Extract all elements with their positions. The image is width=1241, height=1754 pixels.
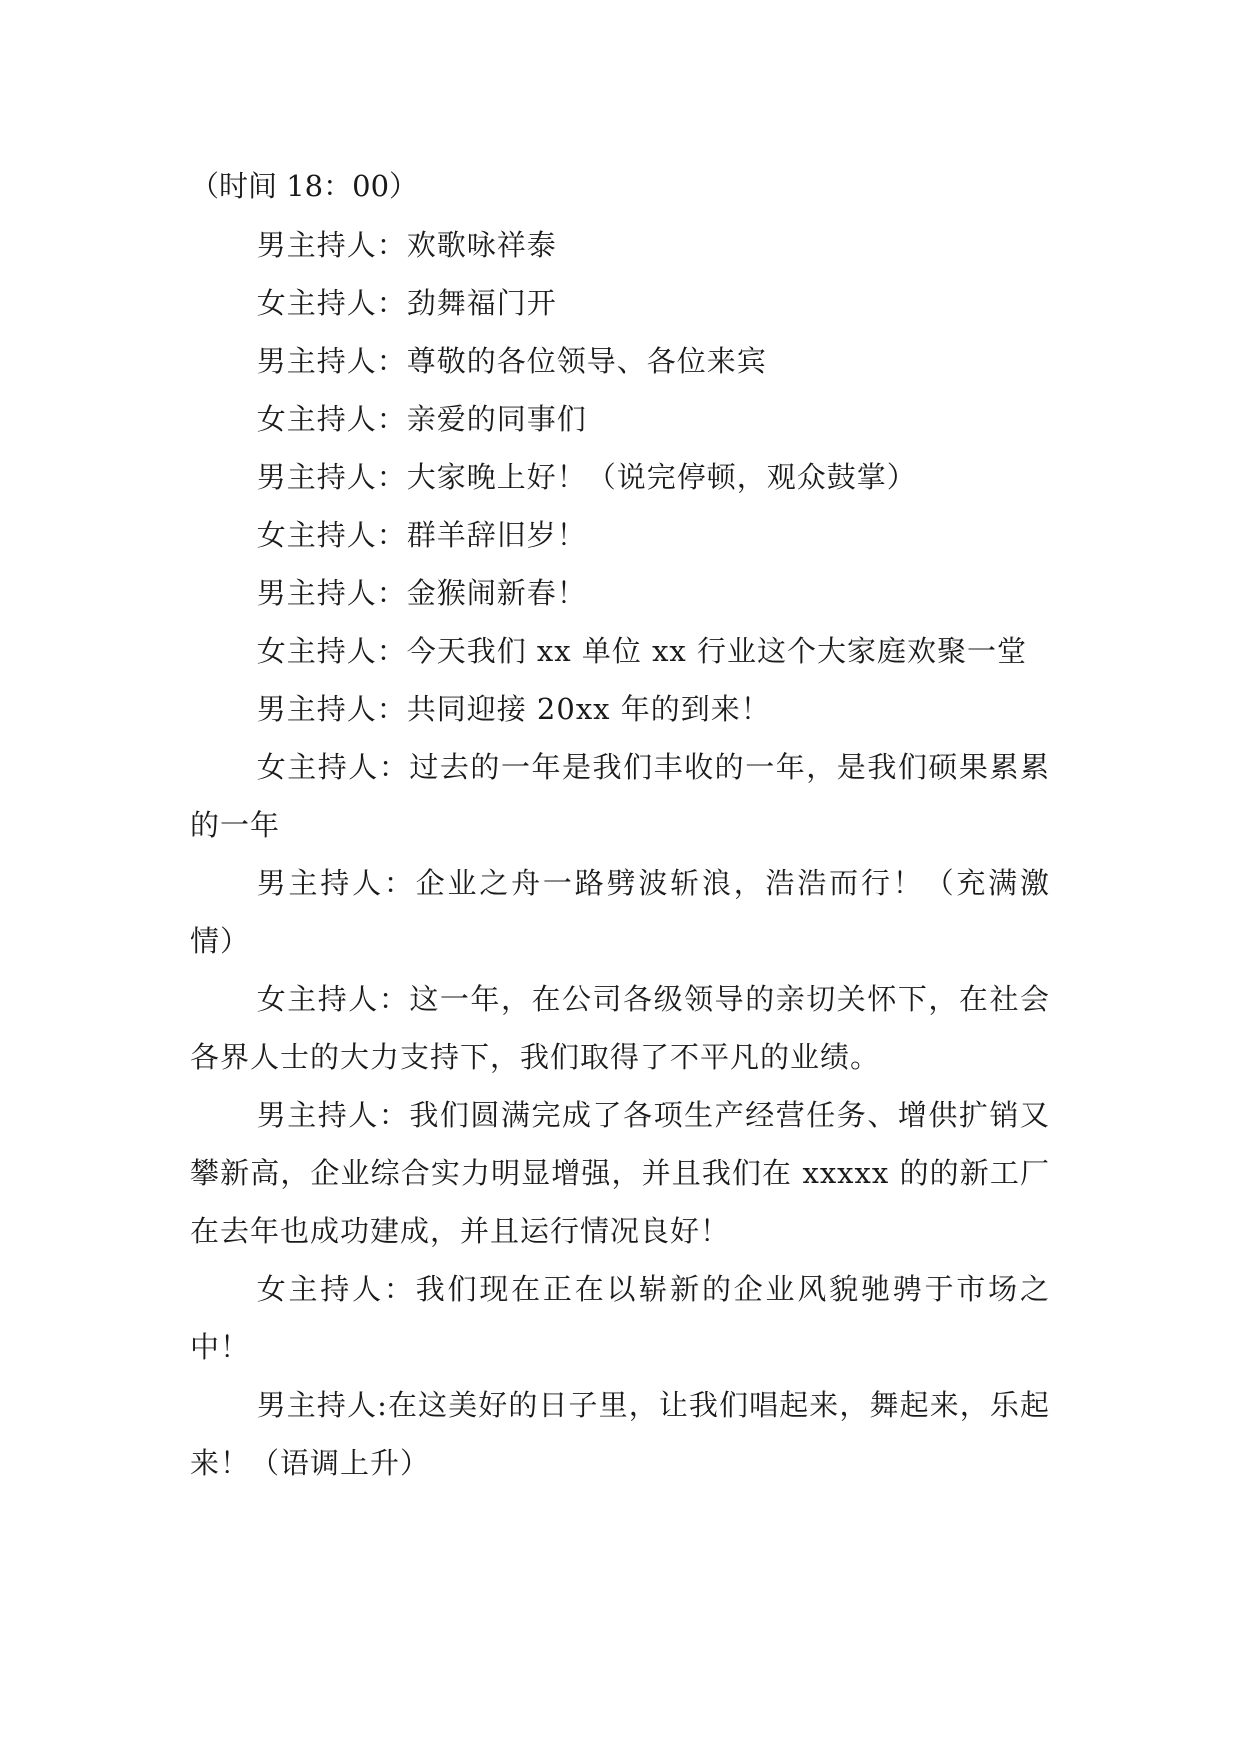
- dialogue-text: 过去的一年是我们丰收的一年，是我们硕果累累的一年: [190, 750, 1050, 842]
- dialogue-paragraph: [190, 738, 1050, 854]
- dialogue-text: 我们现在正在以崭新的企业风貌驰骋于市场之中！: [190, 1272, 1050, 1364]
- dialogue-paragraph: [190, 390, 1050, 448]
- dialogue-text: 在这美好的日子里，让我们唱起来，舞起来，乐起来！（语调上升）: [190, 1388, 1050, 1480]
- dialogue-paragraph: [190, 1376, 1050, 1492]
- speaker-label: 男主持人：: [256, 460, 407, 494]
- dialogue-paragraph: [190, 506, 1050, 564]
- dialogue-paragraph: [190, 216, 1050, 274]
- dialogue-text: 今天我们 xx 单位 xx 行业这个大家庭欢聚一堂: [406, 634, 1027, 668]
- dialogue-text: 这一年，在公司各级领导的亲切关怀下，在社会各界人士的大力支持下，我们取得了不平凡的业绩。: [190, 982, 1050, 1074]
- dialogue-paragraph: [190, 680, 1050, 738]
- dialogue-paragraph: [190, 332, 1050, 390]
- dialogue-text: 尊敬的各位领导、各位来宾: [406, 344, 767, 378]
- speaker-label: 男主持人：: [256, 228, 407, 262]
- dialogue-text: 群羊辞旧岁！: [406, 518, 587, 552]
- dialogue-text: 共同迎接 20xx 年的到来！: [406, 692, 771, 726]
- dialogue-text: 企业之舟一路劈波斩浪，浩浩而行！（充满激情）: [190, 866, 1050, 958]
- dialogue-paragraph: [190, 622, 1050, 680]
- time-note: （时间 18：00）: [190, 169, 419, 203]
- dialogue-paragraph: [190, 854, 1050, 970]
- speaker-label: 男主持人:: [256, 1388, 388, 1422]
- speaker-label: 男主持人：: [256, 692, 407, 726]
- speaker-label: 女主持人：: [256, 982, 410, 1016]
- speaker-label: 女主持人：: [256, 1272, 416, 1306]
- speaker-label: 女主持人：: [256, 286, 407, 320]
- dialogue-text: 我们圆满完成了各项生产经营任务、增供扩销又攀新高，企业综合实力明显增强，并且我们在 xxxxx 的的新工厂在去年也成功建成，并且运行情况良好！: [190, 1098, 1050, 1248]
- speaker-label: 男主持人：: [256, 1098, 410, 1132]
- speaker-label: 男主持人：: [256, 866, 416, 900]
- dialogue-paragraph: [190, 564, 1050, 622]
- speaker-label: 女主持人：: [256, 402, 407, 436]
- dialogue-text: 亲爱的同事们: [406, 402, 587, 436]
- document-page: [190, 158, 1050, 1492]
- dialogue-text: 劲舞福门开: [406, 286, 557, 320]
- dialogue-text: 金猴闹新春！: [406, 576, 587, 610]
- speaker-label: 男主持人：: [256, 576, 407, 610]
- dialogue-paragraph: [190, 1260, 1050, 1376]
- dialogue-paragraph: [190, 448, 1050, 506]
- speaker-label: 女主持人：: [256, 634, 407, 668]
- dialogue-text: 大家晚上好！（说完停顿，观众鼓掌）: [406, 460, 917, 494]
- dialogue-paragraph: [190, 274, 1050, 332]
- script-body: [190, 216, 1050, 1492]
- dialogue-paragraph: [190, 970, 1050, 1086]
- dialogue-text: 欢歌咏祥泰: [406, 228, 557, 262]
- dialogue-paragraph: [190, 1086, 1050, 1260]
- speaker-label: 女主持人：: [256, 518, 407, 552]
- speaker-label: 女主持人：: [256, 750, 410, 784]
- speaker-label: 男主持人：: [256, 344, 407, 378]
